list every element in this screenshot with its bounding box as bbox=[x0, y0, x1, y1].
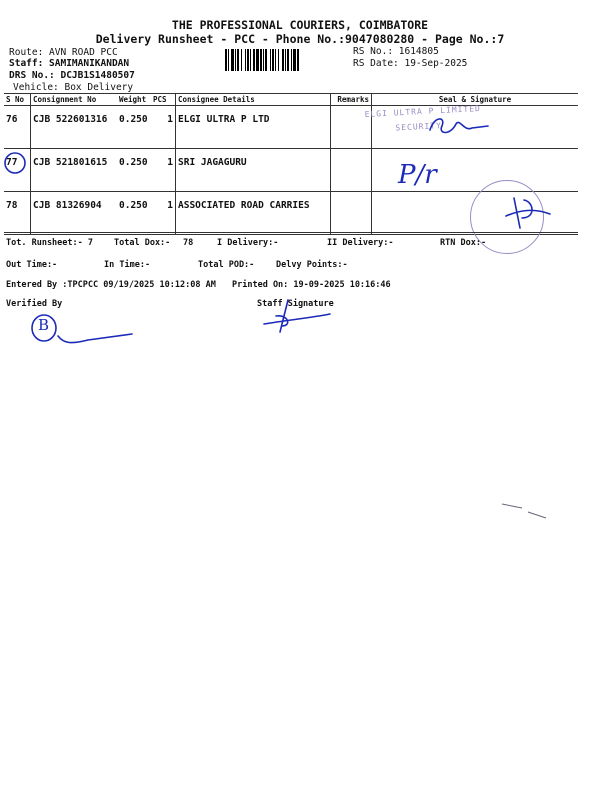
cell-remarks bbox=[331, 149, 372, 192]
printed-on: Printed On: 19-09-2025 10:16:46 bbox=[232, 280, 391, 290]
i-delivery: I Delivery:- bbox=[217, 238, 279, 248]
cell-sno: 76 bbox=[4, 106, 31, 149]
cell-weight: 0.250 bbox=[117, 149, 151, 192]
col-remarks: Remarks bbox=[331, 94, 372, 106]
table-header-row bbox=[4, 94, 578, 106]
circle-mark bbox=[2, 150, 28, 176]
table-bottom-rule bbox=[4, 232, 578, 233]
rs-number: RS No.: 1614805 bbox=[353, 46, 439, 57]
cell-sno: 77 bbox=[4, 149, 31, 192]
rs-date: RS Date: 19-Sep-2025 bbox=[353, 58, 468, 69]
drs-number: DRS No.: DCJB1S1480507 bbox=[9, 70, 135, 81]
total-runsheet: Tot. Runsheet:- 7 bbox=[6, 238, 93, 248]
document-subtitle: Delivery Runsheet - PCC - Phone No.:9047080280 - Page No.:7 bbox=[95, 32, 505, 46]
cell-consignment: CJB 522601316 bbox=[31, 106, 118, 149]
cell-weight: 0.250 bbox=[117, 106, 151, 149]
total-pod: Total POD:- bbox=[198, 260, 255, 270]
verified-initial: B bbox=[38, 316, 50, 334]
cell-pcs: 1 bbox=[151, 149, 176, 192]
cell-pcs: 1 bbox=[151, 192, 176, 235]
col-consignee: Consignee Details bbox=[176, 94, 331, 106]
route-label: Route: AVN ROAD PCC bbox=[9, 47, 118, 58]
total-dox-value: 78 bbox=[183, 238, 194, 248]
cell-consignee: ASSOCIATED ROAD CARRIES bbox=[176, 192, 331, 235]
barcode bbox=[225, 49, 353, 71]
staff-signature bbox=[258, 296, 338, 336]
cell-consignee: ELGI ULTRA P LTD bbox=[176, 106, 331, 149]
col-consignment: Consignment No bbox=[31, 94, 118, 106]
cell-consignee: SRI JAGAGURU bbox=[176, 149, 331, 192]
cell-sno: 78 bbox=[4, 192, 31, 235]
delivery-points: Delvy Points:- bbox=[276, 260, 348, 270]
entered-by: Entered By :TPCPCC 09/19/2025 10:12:08 AM bbox=[6, 280, 216, 290]
in-time: In Time:- bbox=[104, 260, 151, 270]
ii-delivery: II Delivery:- bbox=[327, 238, 394, 248]
company-seal-stamp: ELGI ULTRA P LIMITED SECURITY bbox=[364, 103, 482, 133]
signature-row3 bbox=[500, 188, 560, 233]
rtn-dox: RTN Dox:- bbox=[440, 238, 487, 248]
total-dox-label: Total Dox:- bbox=[114, 238, 171, 248]
col-sno: S No bbox=[4, 94, 31, 106]
col-weight: Weight bbox=[117, 94, 151, 106]
barcode-bar bbox=[299, 49, 300, 71]
verified-by-label: Verified By bbox=[6, 299, 63, 309]
signature-row1 bbox=[420, 112, 500, 142]
staff-signature-label: Staff Signature bbox=[257, 299, 334, 309]
document-title: THE PROFESSIONAL COURIERS, COIMBATORE bbox=[171, 18, 429, 32]
out-time: Out Time:- bbox=[6, 260, 58, 270]
col-pcs: PCS bbox=[151, 94, 176, 106]
cell-weight: 0.250 bbox=[117, 192, 151, 235]
cell-pcs: 1 bbox=[151, 106, 176, 149]
staff-label: Staff: SAMIMANIKANDAN bbox=[9, 58, 130, 69]
vehicle-label: Vehicle: Box Delivery bbox=[13, 82, 134, 93]
cell-remarks bbox=[331, 192, 372, 235]
cell-consignment: CJB 81326904 bbox=[31, 192, 118, 235]
stray-mark bbox=[498, 498, 558, 528]
handwritten-pr: P/r bbox=[398, 160, 437, 190]
cell-consignment: CJB 521801615 bbox=[31, 149, 118, 192]
col-seal-signature: Seal & Signature bbox=[372, 94, 579, 106]
